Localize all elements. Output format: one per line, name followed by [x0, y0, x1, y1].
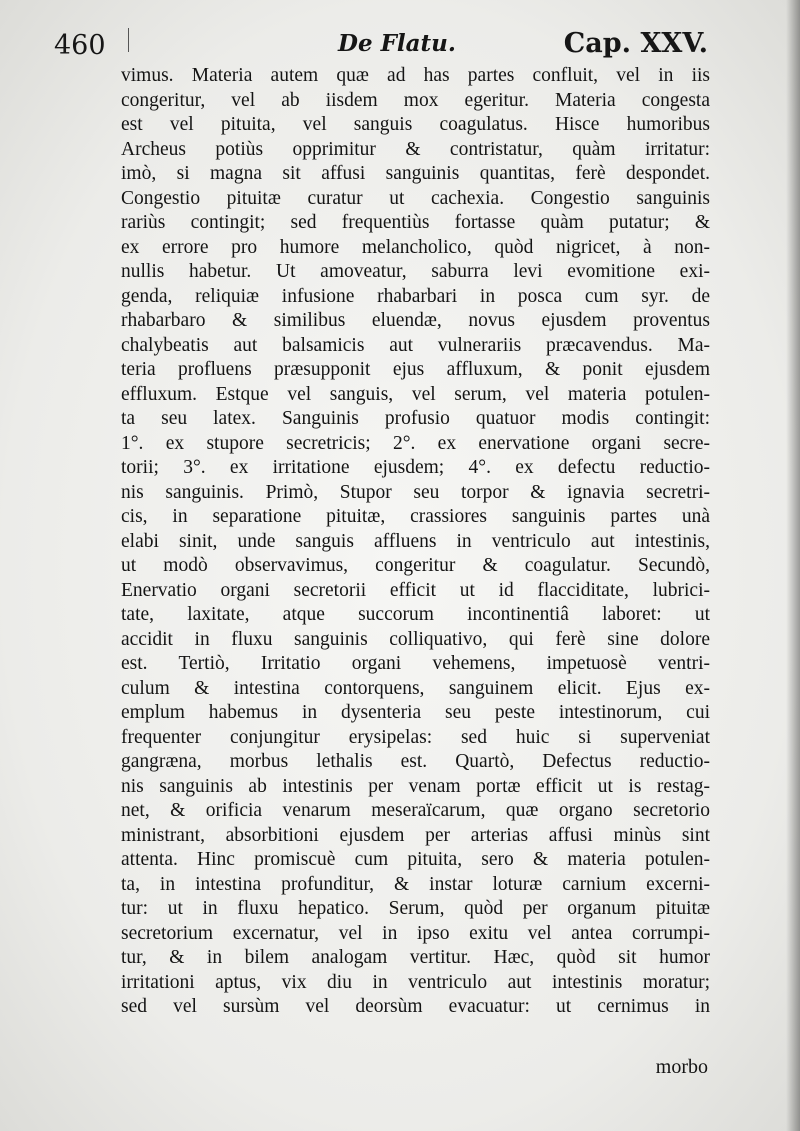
- text-line: tur, & in bilem analogam vertitur. Hæc, quòd sit humor: [121, 947, 710, 968]
- page-edge-shadow: [786, 0, 800, 1131]
- text-line: ex errore pro humore melancholico, quòd nigricet, à non-: [121, 236, 710, 258]
- text-line: 1°. ex stupore secretricis; 2°. ex enervatione organi secre-: [121, 432, 710, 454]
- text-line: gangræna, morbus lethalis est. Quartò, Defectus reductio-: [121, 751, 710, 772]
- text-line: nis sanguinis. Primò, Stupor seu torpor & ignavia secretri-: [121, 481, 710, 503]
- chapter-label: Cap. XXV.: [563, 28, 708, 59]
- text-line: cis, in separatione pituitæ, crassiores sanguinis partes unà: [121, 506, 710, 527]
- text-line: nullis habetur. Ut amoveatur, saburra levi evomitione exi-: [121, 261, 710, 282]
- text-line: teria profluens præsupponit ejus affluxum, & ponit ejusdem: [121, 359, 710, 380]
- text-line: tate, laxitate, atque succorum incontinentiâ laboret: ut: [121, 604, 710, 625]
- text-line: genda, reliquiæ infusione rhabarbari in posca cum syr. de: [121, 285, 710, 307]
- text-line: emplum habemus in dysenteria seu peste intestinorum, cui: [121, 702, 710, 723]
- section-title: De Flatu.: [338, 30, 456, 57]
- text-line: Enervatio organi secretorii efficit ut id flacciditate, lubrici-: [121, 579, 710, 601]
- text-line: ut modò observavimus, congeritur & coagulatur. Secundò,: [121, 555, 710, 576]
- text-line: tur: ut in fluxu hepatico. Serum, quòd per organum pituitæ: [121, 898, 710, 919]
- text-line: culum & intestina contorquens, sanguinem elicit. Ejus ex-: [121, 677, 710, 699]
- text-line: elabi sinit, unde sanguis affluens in ventriculo aut intestinis,: [121, 530, 710, 552]
- text-line: accidit in fluxu sanguinis colliquativo, qui ferè sine dolore: [121, 628, 710, 650]
- page-number: 460: [54, 30, 106, 61]
- text-line: rhabarbaro & similibus eluendæ, novus ejusdem proventus: [121, 310, 710, 331]
- text-line: frequenter conjungitur erysipelas: sed huic si superveniat: [121, 726, 710, 748]
- text-line: nis sanguinis ab intestinis per venam portæ efficit ut is restag-: [121, 775, 710, 797]
- text-line: effluxum. Estque vel sanguis, vel serum, vel materia potulen-: [121, 383, 710, 405]
- text-line: torii; 3°. ex irritatione ejusdem; 4°. ex defectu reductio-: [121, 457, 710, 478]
- text-line: irritationi aptus, vix diu in ventriculo aut intestinis moratur;: [121, 971, 710, 993]
- text-line: est. Tertiò, Irritatio organi vehemens, impetuosè ventri-: [121, 653, 710, 674]
- text-line: est vel pituita, vel sanguis coagulatus. Hisce humoribus: [121, 114, 710, 135]
- running-head: [0, 24, 800, 68]
- text-line: Archeus potiùs opprimitur & contristatur, quàm irritatur:: [121, 138, 710, 160]
- catchword: morbo: [655, 1056, 708, 1078]
- text-line: ministrant, absorbitioni ejusdem per arterias affusi minùs sint: [121, 824, 710, 846]
- body-text: [121, 64, 710, 1020]
- text-line: Congestio pituitæ curatur ut cachexia. Congestio sanguinis: [121, 187, 710, 209]
- text-line: congeritur, vel ab iisdem mox egeritur. Materia congesta: [121, 89, 710, 111]
- text-line: attenta. Hinc promiscuè cum pituita, sero & materia potulen-: [121, 849, 710, 870]
- text-line: chalybeatis aut balsamicis aut vulnerariis præcavendus. Ma-: [121, 334, 710, 356]
- text-line: ta, in intestina profunditur, & instar loturæ carnium excerni-: [121, 873, 710, 895]
- text-line: sed vel sursùm vel deorsùm evacuatur: ut cernimus in: [121, 996, 710, 1017]
- text-line: imò, si magna sit affusi sanguinis quantitas, ferè despondet.: [121, 163, 710, 184]
- text-line: ta seu latex. Sanguinis profusio quatuor modis contingit:: [121, 408, 710, 429]
- text-line: rariùs contingit; sed frequentiùs fortasse quàm putatur; &: [121, 212, 710, 233]
- text-line: net, & orificia venarum meseraïcarum, quæ organo secretorio: [121, 800, 710, 821]
- text-line: vimus. Materia autem quæ ad has partes confluit, vel in iis: [121, 65, 710, 86]
- text-line: secretorium excernatur, vel in ipso exitu vel antea corrumpi-: [121, 922, 710, 944]
